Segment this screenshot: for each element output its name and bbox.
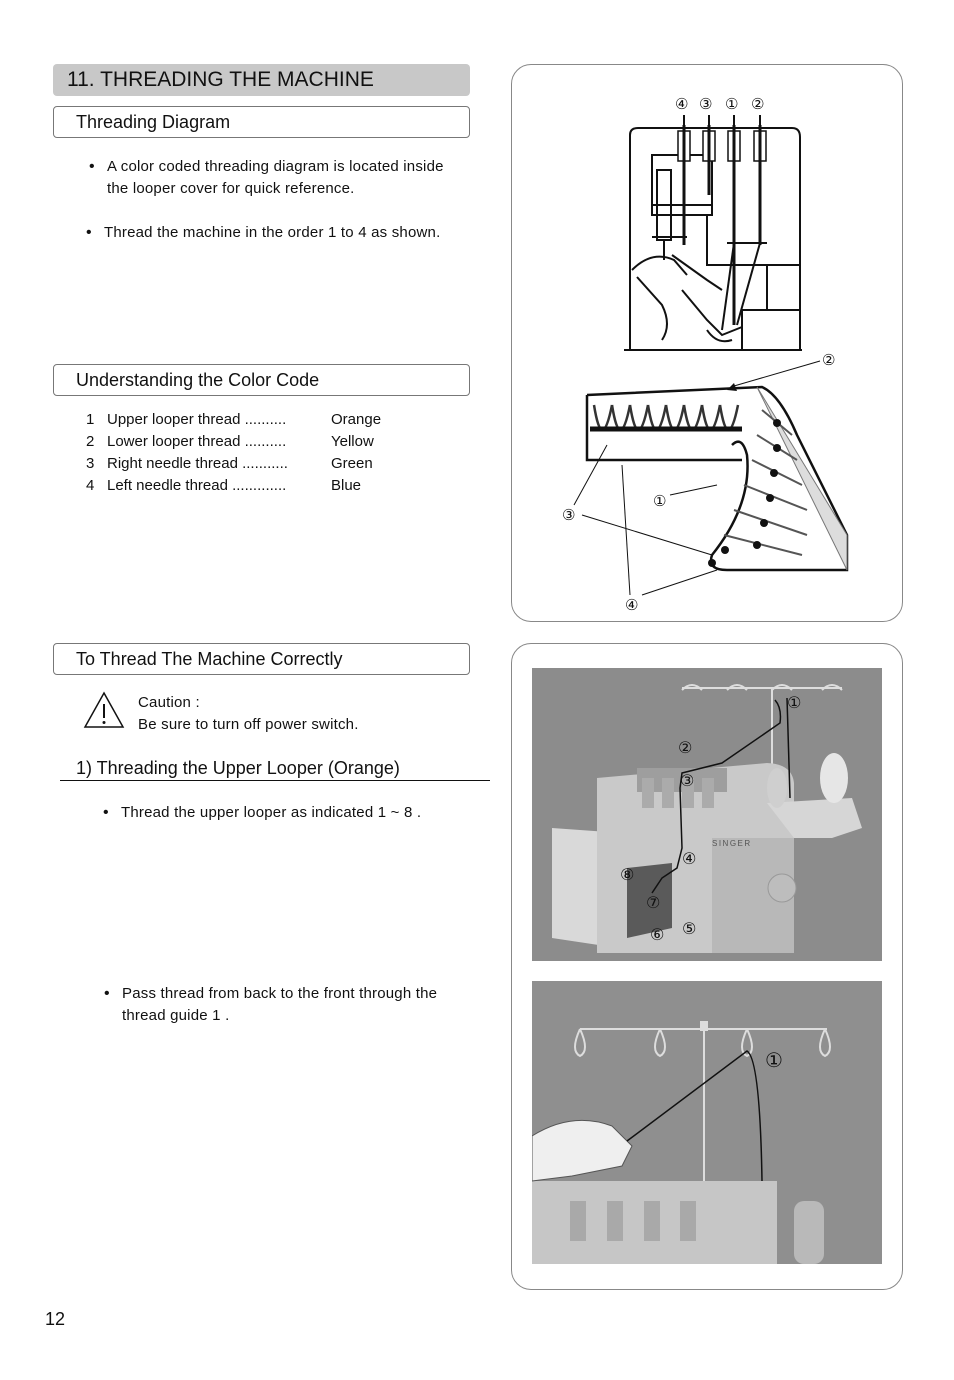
caution-label: Caution : (138, 694, 200, 711)
photo-callout: ① (787, 693, 802, 712)
color-code-color: Blue (331, 477, 362, 494)
diagram-top-number: ③ (699, 95, 713, 113)
photo-callout: ① (765, 1048, 783, 1072)
bullet-line: thread guide 1 . (122, 1007, 230, 1024)
color-code-color: Yellow (331, 433, 374, 450)
photo-callout: ⑧ (620, 865, 635, 884)
diagram-callout: ② (822, 351, 836, 369)
caution-triangle-icon (82, 690, 126, 730)
bullet-line: • Pass thread from back to the front through the (122, 985, 438, 1002)
color-code-label: Right needle thread ........... (107, 455, 288, 472)
diagram-top-number: ① (725, 95, 739, 113)
bullet-line: • Thread the machine in the order 1 to 4 as shown. (104, 224, 441, 241)
photo-callout: ③ (680, 771, 695, 790)
diagram-callout: ① (653, 492, 667, 510)
color-code-number: 4 (86, 477, 95, 494)
color-code-label: Upper looper thread .......... (107, 411, 287, 428)
color-code-color: Orange (331, 411, 382, 428)
photo-callout: ⑥ (650, 925, 665, 944)
bullet-line: • Thread the upper looper as indicated 1 ~ 8 . (121, 804, 422, 821)
color-code-number: 1 (86, 411, 95, 428)
threading-diagram-panel (511, 64, 903, 622)
diagram-callout: ③ (562, 506, 576, 524)
photo-callout: ⑦ (646, 893, 661, 912)
photo-callout: ⑤ (682, 919, 697, 938)
threading-diagram-illustration (512, 65, 902, 621)
photo-callout: ④ (682, 849, 697, 868)
color-code-number: 2 (86, 433, 95, 450)
subsection-title: 1) Threading the Upper Looper (Orange) (60, 756, 490, 781)
diagram-top-number: ② (751, 95, 765, 113)
page-number: 12 (45, 1309, 66, 1329)
caution-text: Be sure to turn off power switch. (138, 716, 359, 733)
color-code-color: Green (331, 455, 373, 472)
diagram-top-number: ④ (675, 95, 689, 113)
section-title-threading-diagram: Threading Diagram (53, 106, 470, 138)
section-title-thread-correctly: To Thread The Machine Correctly (53, 643, 470, 675)
thread-guide-photo (532, 981, 882, 1264)
photos-panel (511, 643, 903, 1290)
upper-looper-photo (532, 668, 882, 961)
color-code-label: Lower looper thread .......... (107, 433, 287, 450)
bullet-line: • A color coded threading diagram is located inside (107, 158, 444, 175)
section-title-color-code: Understanding the Color Code (53, 364, 470, 396)
page-title: 11. THREADING THE MACHINE (53, 64, 470, 96)
photo-callout: ② (678, 738, 693, 757)
color-code-label: Left needle thread ............. (107, 477, 287, 494)
bullet-line: the looper cover for quick reference. (107, 180, 355, 197)
singer-brand-text: SINGER (712, 839, 752, 848)
diagram-callout: ④ (625, 596, 639, 614)
color-code-number: 3 (86, 455, 95, 472)
